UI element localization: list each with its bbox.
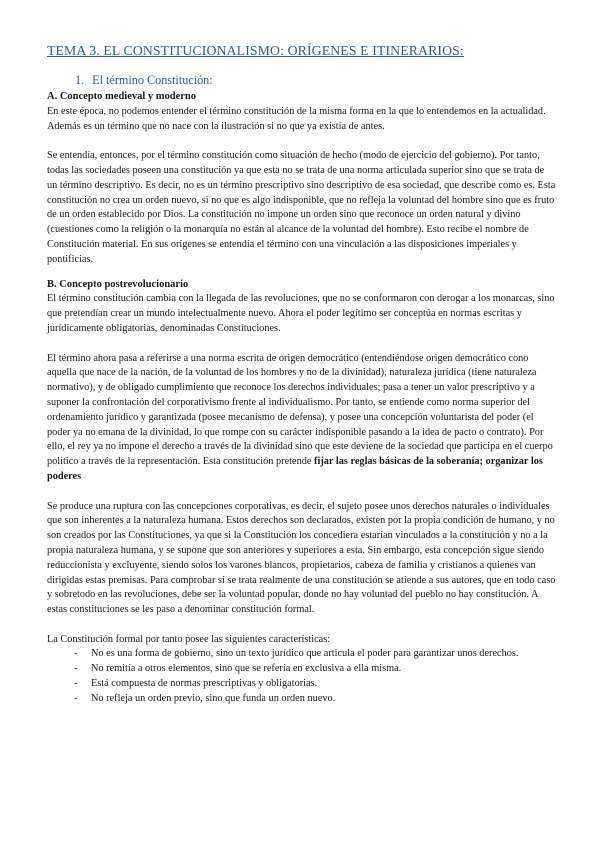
list-item-text: Está compuesta de normas prescriptivas y obligatorias.: [91, 678, 318, 690]
list-bullet: -: [74, 663, 78, 675]
list-item-text: No refleja un orden previo, sino que funda un orden nuevo.: [91, 692, 336, 704]
document-title: TEMA 3. EL CONSTITUCIONALISMO: ORÍGENES E ITINERARIOS:: [47, 43, 464, 58]
features-list: [47, 647, 557, 706]
list-item-text: No remitía a otros elementos, sino que se refería en exclusiva a ella misma.: [91, 663, 402, 675]
section-a-paragraph-2: Se entendía, entonces, por el término constitución como situación de hecho (modo de ejercicio del gobierno). Por tanto, todas las sociedades poseen una constitución ya que esta no se trata de una norma articulada superior sino que se trata de un término descriptivo. Es decir, no es un término prescriptivo sino descriptivo de esa sociedad, que describe como es. Esta constitución no crea un orden nuevo, si no que es algo indisponible, que no refleja la voluntad del hombre sino que es fruto de un orden establecido por Dios. La constitución no impone un orden sino que reconoce un orden natural y divino (cuestiones como la religión o la monarquía no están al alcance de la voluntad del hombre). Esto recibe el nombre de Constitución material. En sus orígenes se entendía el término con una vinculación a las disposiciones imperiales y pontificias.: [47, 150, 556, 265]
features-intro: La Constitución formal por tanto posee las siguientes características:: [47, 633, 331, 645]
list-bullet: -: [74, 692, 78, 704]
section-b-paragraph-1: El término constitución cambia con la llegada de las revoluciones, que no se conformaron con derogar a los monarcas, sino que pretendían crear un mundo intelectualmente nuevo. Ahora el poder legítimo ser conceptúa en normas escritas y jurídicamente obligatorias, denominadas Constituciones.: [47, 293, 555, 334]
list-item: [74, 677, 557, 692]
document-page: [47, 30, 557, 707]
section-a-heading: A. Concepto medieval y moderno: [47, 91, 197, 102]
list-item-text: No es una forma de gobierno, sino un texto jurídico que articula el poder para garantizar unos derechos.: [91, 648, 519, 660]
section-1-label: El término Constitución:: [92, 73, 213, 87]
list-item: [74, 662, 557, 677]
section-b-heading: B. Concepto postrevolucionario: [47, 278, 189, 290]
section-b-paragraph-2: [47, 352, 557, 485]
list-item: [74, 692, 557, 707]
section-a-paragraph-1: En este época, no podemos entender el término constitución de la misma forma en la que lo entendemos en la actualidad. Además es un término que no nace con la ilustración si no que ya existía de antes.: [47, 105, 546, 132]
list-item: [74, 647, 557, 662]
section-1-title: [75, 72, 557, 88]
section-1-number: 1.: [75, 73, 85, 87]
section-b-paragraph-2-emphasis: fijar las reglas básicas de la soberanía; organizar los poderes: [47, 456, 543, 482]
section-b-paragraph-3: Se produce una ruptura con las concepciones corporativas, es decir, el sujeto posee unos derechos naturales o individuales que son inherentes a la naturaleza humana. Estos derechos son declarados, existen por la propia condición de humano, y no son creados por las Constituciones, ya que si la Constitución los concediera estarían vinculados a la constitución y no a la propia naturaleza humana, y se supone que son anteriores y superiores a esta. Sin embargo, esta concepción sigue siendo reduccionista y excluyente, siendo solos los varones blancos, propietarios, cabeza de familia y cristianos a quienes van dirigidas estas premisas. Para comprobar si se trata realmente de una constitución se atiende a sus autores, que en todo caso y sobretodo en las revoluciones, debe ser la voluntad popular, donde no hay voluntad del pueblo no hay constitución. A estas constituciones se les paso a denominar constitución formal.: [47, 500, 556, 616]
list-bullet: -: [74, 678, 78, 690]
list-bullet: -: [74, 648, 78, 660]
section-b-paragraph-2-text: El término ahora pasa a referirse a una norma escrita de origen democrático (entendiéndose origen democrático cono aquella que nace de la nación, de la voluntad de los hombres y no de la divinidad), naturaleza jurídica (tiene naturaleza normativo), y de obligado cumplimiento que reconoce los derechos individuales; pasa a tener un valor prescriptivo y a suponer la confrontación del corporativismo frente al individualismo. Por tanto, se entiende como norma superior del ordenamiento jurídico y garantizada (posee mecanismo de defensa), y posee una concepción voluntarista del poder (el poder ya no emana de la divinidad, lo que rompe con su carácter indisponible pasando a la idea de pacto o contrato). Por ello, el rey ya no impone el derecho a través de la divinidad sino que este deviene de la sociedad que participa en el cuerpo político a través de la representación. Esta constitución pretende: [47, 352, 553, 468]
